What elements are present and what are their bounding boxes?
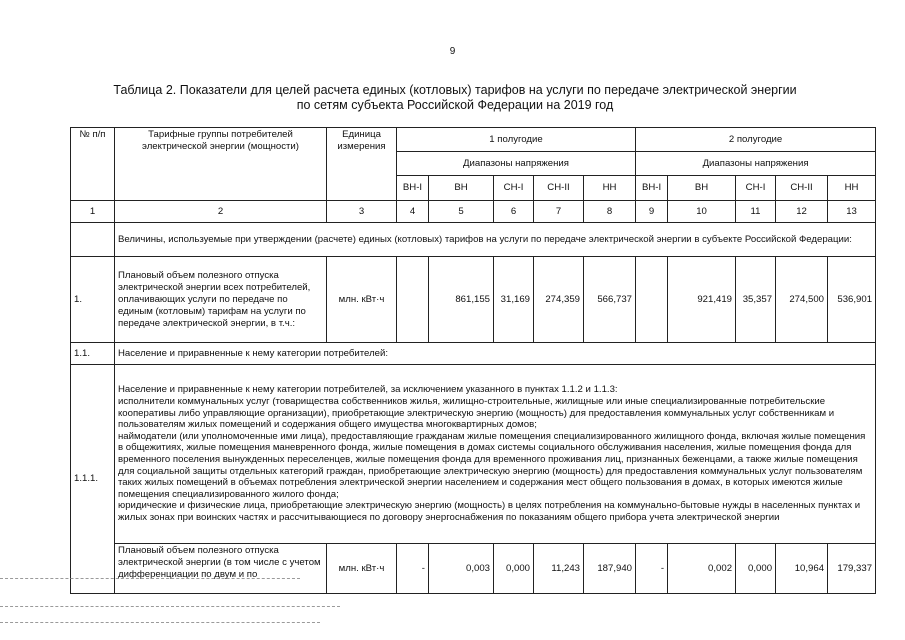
table-row-1-1 — [71, 343, 876, 365]
column-number: 2 — [115, 201, 327, 223]
column-number: 12 — [776, 201, 828, 223]
value-cell: 0,003 — [429, 544, 494, 594]
description-paragraph: исполнители коммунальных услуг (товарищества собственников жилья, жилищно-строительные, жилищные или иные специализированные потребительские кооперативы либо управляющие организации), приобретающие электрическую энергию (мощность) для предоставления коммунальных услуг собственникам и пользователям жилых помещений и содержания общего имущества многоквартирных домов; — [118, 396, 835, 431]
header-level: СН-II — [776, 176, 828, 201]
header-groups: Тарифные группы потребителей электрической энергии (мощности) — [115, 128, 327, 201]
header-level: ВН-I — [636, 176, 668, 201]
column-number: 11 — [736, 201, 776, 223]
header-ranges-2: Диапазоны напряжения — [636, 152, 876, 176]
value-cell: - — [397, 544, 429, 594]
tariff-table — [70, 127, 876, 594]
row-number: 1.1. — [71, 343, 115, 365]
value-cell — [397, 257, 429, 343]
header-half-1: 1 полугодие — [397, 128, 636, 152]
value-cell: 0,000 — [736, 544, 776, 594]
header-unit: Единица измерения — [327, 128, 397, 201]
section-num-cell — [71, 223, 115, 257]
value-cell: - — [636, 544, 668, 594]
column-number: 9 — [636, 201, 668, 223]
value-cell: 921,419 — [668, 257, 736, 343]
header-row-1 — [71, 128, 876, 152]
header-level: ВН — [668, 176, 736, 201]
value-cell: 274,359 — [534, 257, 584, 343]
description-paragraph: юридические и физические лица, приобретающие электрическую энергию (мощность) в целях потребления на коммунально-бытовые нужды в населенных пунктах и жилых зонах при воинских частях и рассчитывающиеся по договору энергоснабжения по показаниям общего прибора учета электрической энергии — [118, 500, 861, 523]
value-cell: 11,243 — [534, 544, 584, 594]
description-paragraph: наймодатели (или уполномоченные ими лица), предоставляющие гражданам жилые помещения специализированного жилищного фонда, включая жилые помещения в общежитиях, жилые помещения маневренного фонда, жилые помещения в домах системы социального обслуживания населения, жилые помещения фонда для временного поселения вынужденных переселенцев, жилые помещения фонда для временного проживания лиц, признанных беженцами, а также жилые помещения для социальной защиты отдельных категорий граждан, приобретающие электрическую энергию (мощность) для предоставления коммунальных услуг пользователям таких жилых помещений в объемах потребления электрической энергии населением и содержания мест общего пользования в домах, в которых имеются жилые помещения специализированного жилого фонда; — [118, 430, 866, 500]
column-number-row — [71, 201, 876, 223]
header-level: СН-I — [736, 176, 776, 201]
header-level: СН-II — [534, 176, 584, 201]
column-number: 7 — [534, 201, 584, 223]
row-number: 1. — [71, 257, 115, 343]
value-cell: 179,337 — [828, 544, 876, 594]
value-cell: 274,500 — [776, 257, 828, 343]
column-number: 1 — [71, 201, 115, 223]
column-number: 6 — [494, 201, 534, 223]
value-cell: 31,169 — [494, 257, 534, 343]
row-label: Плановый объем полезного отпуска электрической энергии всех потребителей, оплачивающих услуги по передаче по единым (котловым) тарифам на услуги по передаче электрической энергии, в т.ч.: — [115, 257, 327, 343]
header-ranges-1: Диапазоны напряжения — [397, 152, 636, 176]
table-title-line-1: Таблица 2. Показатели для целей расчета единых (котловых) тарифов на услуги по передаче электрической энергии — [113, 83, 797, 97]
table-row-1-1-1 — [71, 365, 876, 544]
value-cell: 187,940 — [584, 544, 636, 594]
value-cell: 0,000 — [494, 544, 534, 594]
section-row — [71, 223, 876, 257]
header-level: НН — [584, 176, 636, 201]
column-number: 13 — [828, 201, 876, 223]
column-number: 5 — [429, 201, 494, 223]
value-cell: 10,964 — [776, 544, 828, 594]
column-number: 3 — [327, 201, 397, 223]
row-label: Плановый объем полезного отпуска электрической энергии (в том числе с учетом дифференциации по двум и по — [115, 544, 327, 594]
row-text: Население и приравненные к нему категории потребителей: — [115, 343, 876, 365]
row-unit: млн. кВт·ч — [327, 257, 397, 343]
value-cell: 861,155 — [429, 257, 494, 343]
page-number: 9 — [449, 46, 456, 57]
value-cell: 35,357 — [736, 257, 776, 343]
table-title-line-2: по сетям субъекта Российской Федерации на 2019 год — [296, 98, 614, 112]
section-text: Величины, используемые при утверждении (расчете) единых (котловых) тарифов на услуги по передаче электрической энергии в субъекте Российской Федерации: — [115, 223, 876, 257]
scan-artifact-line — [0, 622, 320, 623]
table-title — [60, 83, 850, 113]
header-level: СН-I — [494, 176, 534, 201]
value-cell: 0,002 — [668, 544, 736, 594]
table-row-1-1-1-volume — [71, 544, 876, 594]
header-level: НН — [828, 176, 876, 201]
header-level: ВН-I — [397, 176, 429, 201]
column-number: 8 — [584, 201, 636, 223]
header-level: ВН — [429, 176, 494, 201]
scan-artifact-line — [0, 606, 340, 607]
row-number: 1.1.1. — [71, 365, 115, 594]
header-num: № п/п — [71, 128, 115, 201]
row-description — [115, 365, 876, 544]
scan-artifact-line — [0, 578, 300, 579]
value-cell — [636, 257, 668, 343]
value-cell: 566,737 — [584, 257, 636, 343]
header-half-2: 2 полугодие — [636, 128, 876, 152]
table-row-1 — [71, 257, 876, 343]
description-paragraph: Население и приравненные к нему категории потребителей, за исключением указанного в пунктах 1.1.2 и 1.1.3: — [118, 384, 618, 396]
column-number: 4 — [397, 201, 429, 223]
column-number: 10 — [668, 201, 736, 223]
value-cell: 536,901 — [828, 257, 876, 343]
row-unit: млн. кВт·ч — [327, 544, 397, 594]
